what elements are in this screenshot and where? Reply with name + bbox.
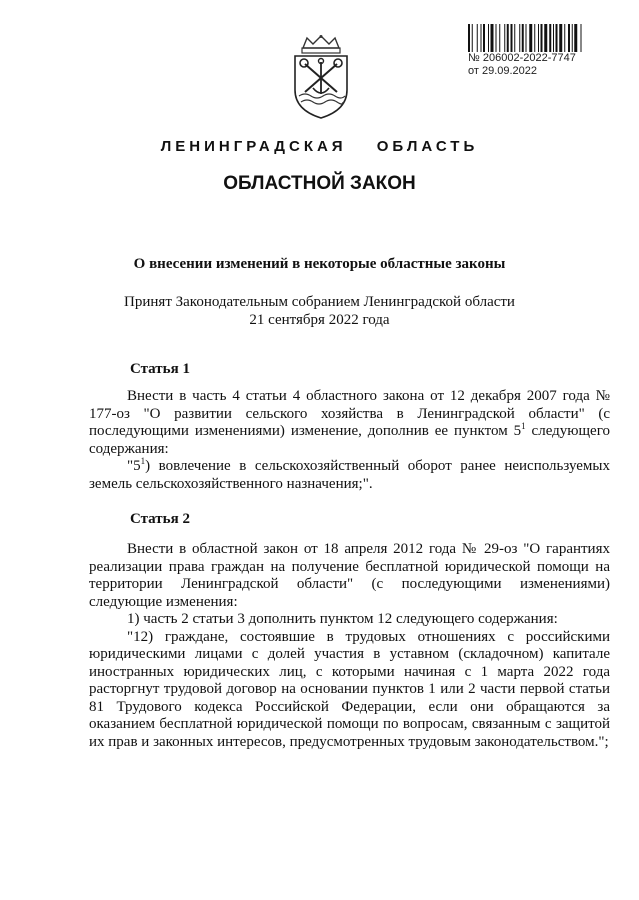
article-2-body xyxy=(89,541,610,751)
barcode-bar xyxy=(538,24,539,52)
barcode-bar xyxy=(544,24,547,52)
barcode-bar xyxy=(581,24,582,52)
barcode-bar xyxy=(564,24,565,52)
barcode-bar xyxy=(526,24,527,52)
region-name: ЛЕНИНГРАДСКАЯ ОБЛАСТЬ xyxy=(160,138,479,155)
barcode-bar xyxy=(553,24,554,52)
barcode-bar xyxy=(504,24,505,52)
barcode-bar xyxy=(574,24,577,52)
article-1-paragraph: Внести в часть 4 статьи 4 областного закона от 12 декабря 2007 года № 177-оз "О развитии сельского хозяйства в Ленинградской области" (с последующими изменениями) изменение, дополнив ее пунктом $5^1$ следующего содержания: xyxy=(89,388,610,457)
article-2-heading: Статья 2 xyxy=(130,511,190,527)
article-1-paragraph: "$5^1$) вовлечение в сельскохозяйственный оборот ранее неиспользуемых земель сельскохозяйственного назначения;". xyxy=(89,456,610,492)
law-title: О внесении изменений в некоторые областные законы xyxy=(133,256,506,272)
barcode-bar xyxy=(483,24,485,52)
barcode-bar xyxy=(481,24,482,52)
article-2-paragraph: 1) часть 2 статьи 3 дополнить пунктом 12 следующего содержания: xyxy=(127,611,558,627)
barcode-bar xyxy=(556,24,558,52)
article-1-heading: Статья 1 xyxy=(130,361,190,377)
barcode-bar xyxy=(507,24,509,52)
barcode-bar xyxy=(549,24,551,52)
barcode-bar xyxy=(468,24,470,52)
adoption-line-2: 21 сентября 2022 года xyxy=(249,312,390,328)
registration-number: № 206002-2022-7747 xyxy=(468,52,576,64)
barcode-bar xyxy=(572,24,573,52)
barcode-bar xyxy=(568,24,570,52)
barcode-bar xyxy=(541,24,543,52)
coat-of-arms-icon xyxy=(289,34,353,120)
article-1-body xyxy=(89,388,610,493)
barcode-bar xyxy=(491,24,494,52)
barcode-bar xyxy=(529,24,532,52)
barcode-bar xyxy=(559,24,562,52)
barcode-bar xyxy=(477,24,478,52)
article-2-paragraph: Внести в областной закон от 18 апреля 2012 года № 29-оз "О гарантиях реализации права граждан на получение бесплатной юридической помощи на территории Ленинградской области" (с последующими изменениями) следующие изменения: xyxy=(89,541,610,610)
barcode-bar xyxy=(499,24,500,52)
adoption-info xyxy=(0,293,639,329)
registration-date: от 29.09.2022 xyxy=(468,65,538,77)
document-type: ОБЛАСТНОЙ ЗАКОН xyxy=(223,173,416,194)
article-2-paragraph: "12) граждане, состоявшие в трудовых отношениях с российскими юридическими лицами с долей участия в уставном (складочном) капитале иностранных юридических лиц, с которыми начиная с 1 марта 2022 года расторгнут трудовой договор на основании пунктов 1 или 2 части первой статьи 81 Трудового кодекса Российской Федерации, если они обращаются за оказанием бесплатной юридической помощи по вопросам, связанным с защитой их прав и законных интересов, предусмотренных трудовым законодательством."; xyxy=(89,628,610,750)
barcode-bar xyxy=(514,24,515,52)
barcode-bar xyxy=(519,24,520,52)
barcode-bar xyxy=(488,24,489,52)
barcode-bar xyxy=(534,24,535,52)
barcode-bar xyxy=(511,24,513,52)
barcode-bar xyxy=(496,24,497,52)
barcode-bar xyxy=(522,24,524,52)
adoption-line-1: Принят Законодательным собранием Ленинградской области xyxy=(124,294,515,310)
barcode xyxy=(468,24,618,52)
registration-block xyxy=(468,24,628,78)
barcode-bar xyxy=(472,24,473,52)
